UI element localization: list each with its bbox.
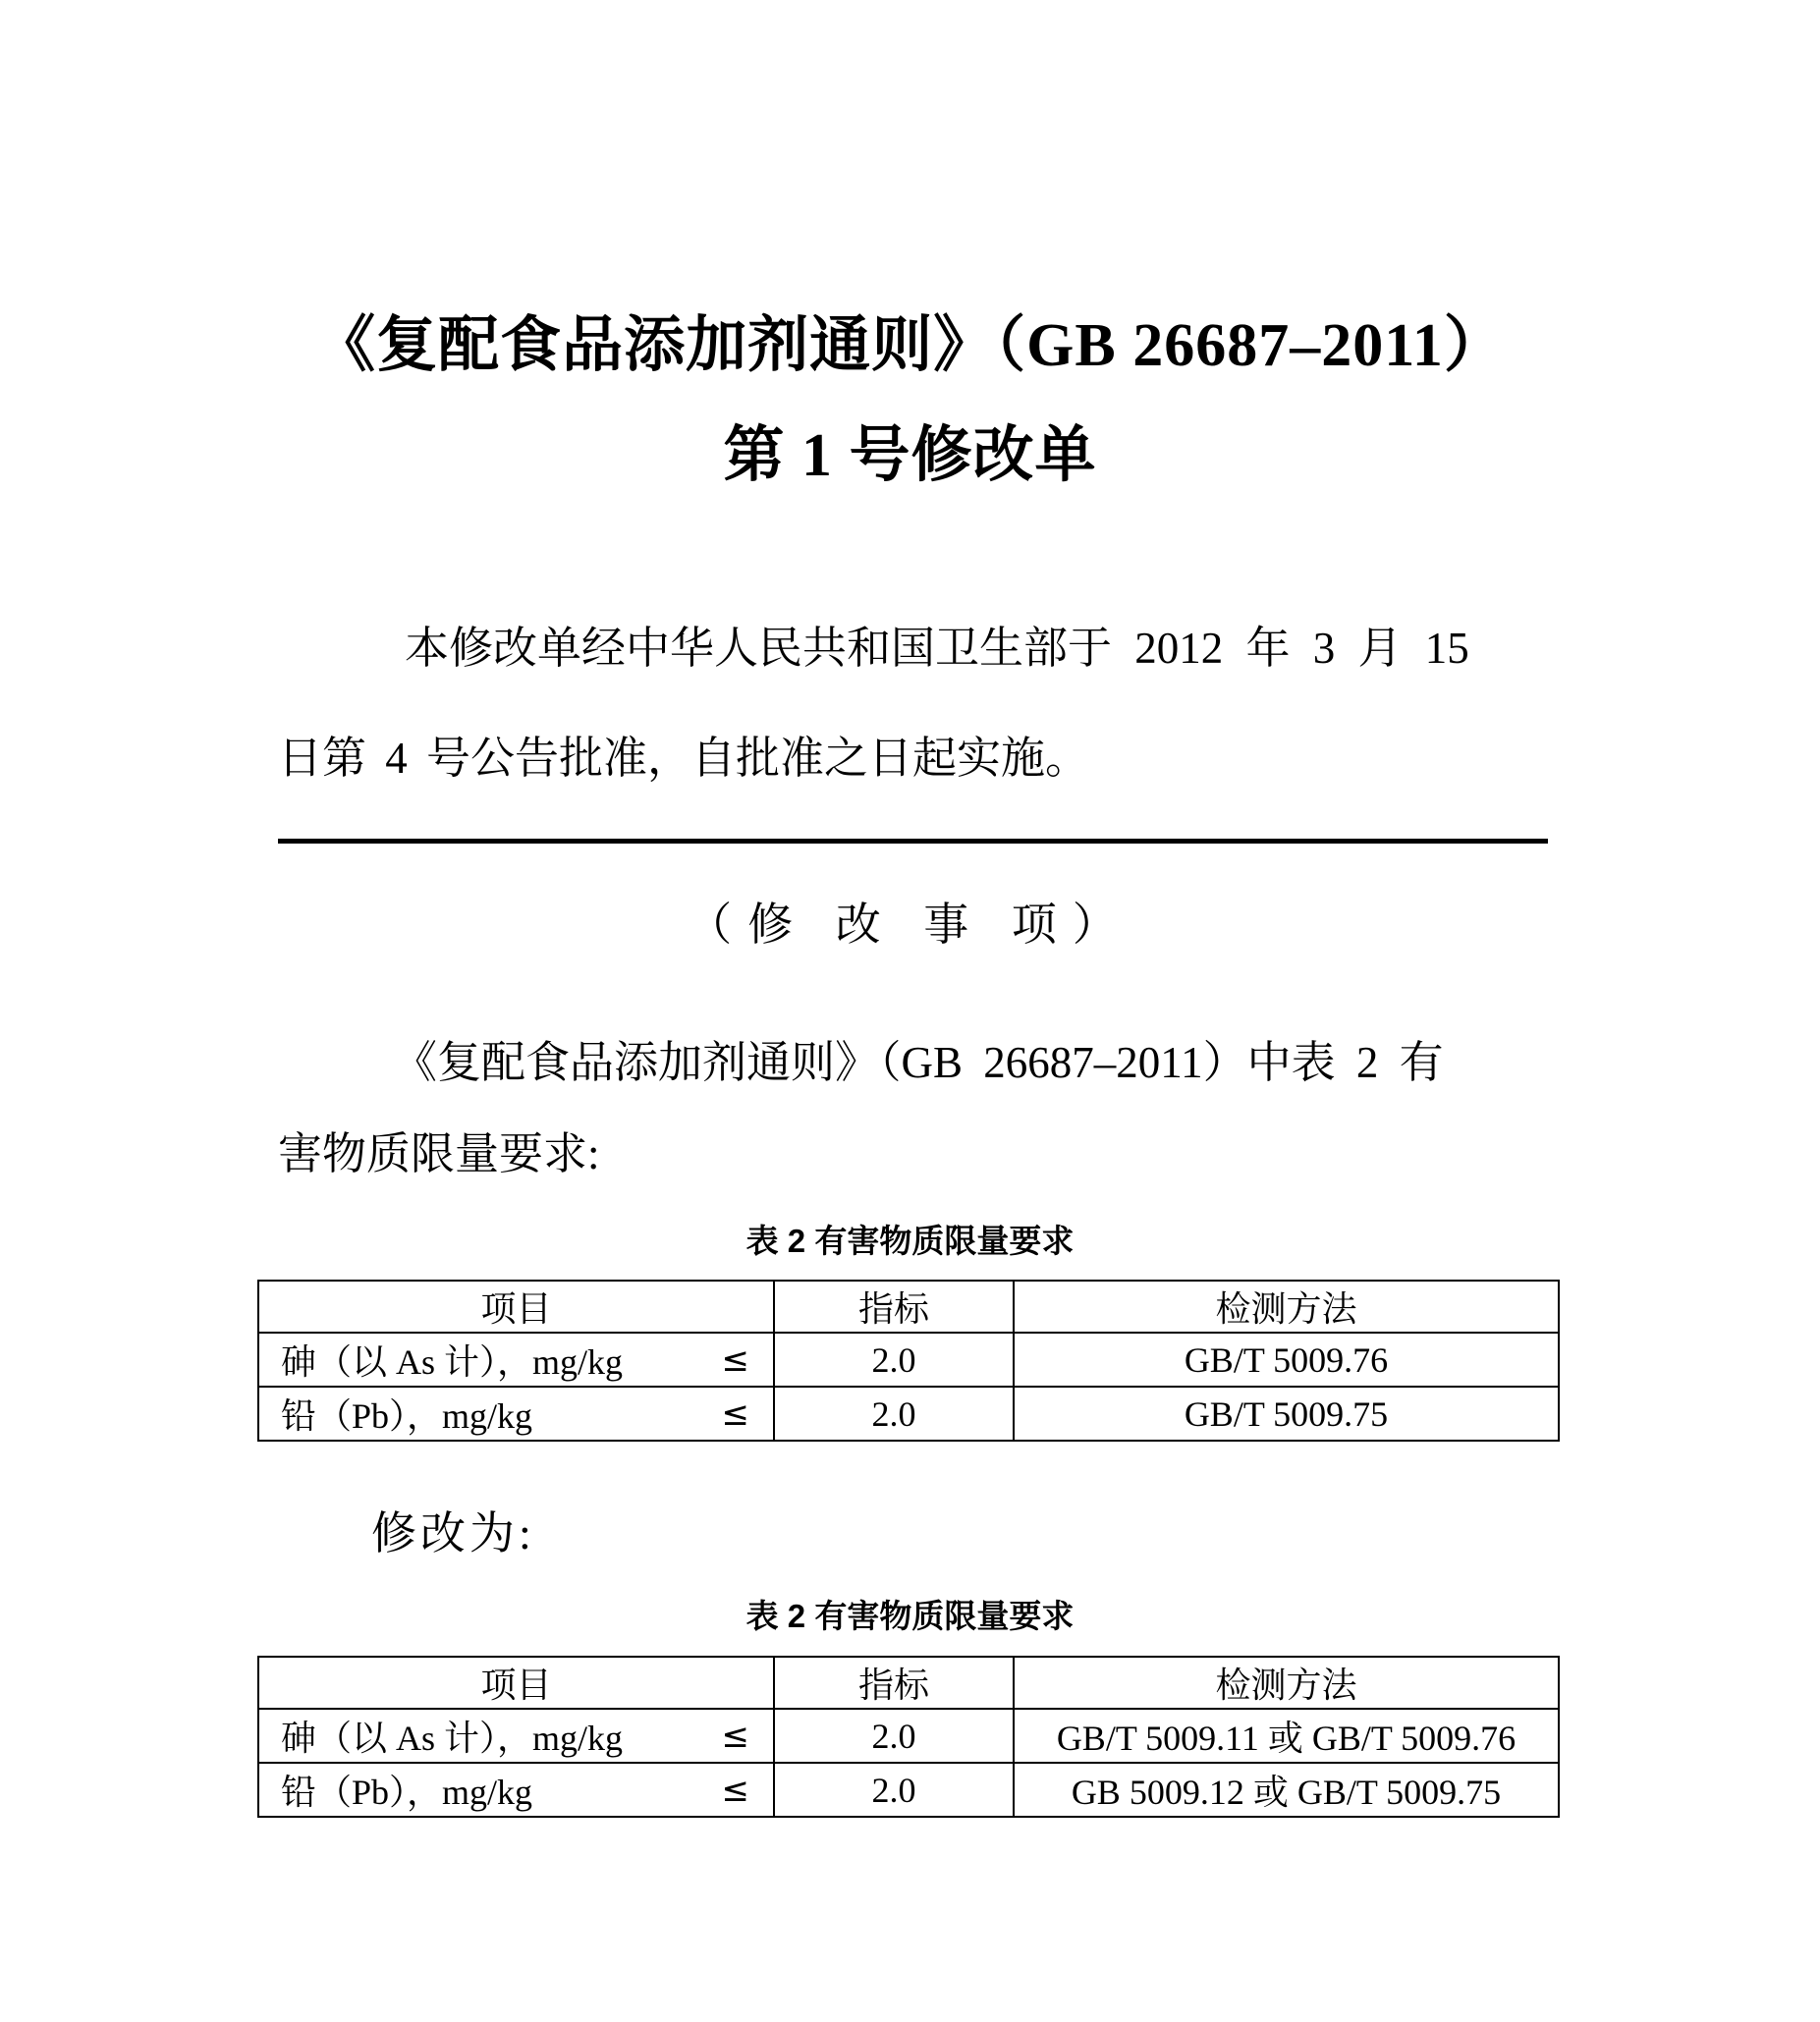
amendment-paragraph-line2: 害物质限量要求: — [278, 1129, 600, 1178]
section-heading: （修 改 事 项） — [687, 900, 1133, 950]
table-row — [258, 1763, 1559, 1817]
limit-cell: 2.0 — [774, 1333, 1014, 1387]
less-equal-symbol: ≤ — [721, 1394, 749, 1434]
column-header-limit: 指标 — [774, 1281, 1014, 1333]
revised-table-caption: 表 2 有害物质限量要求 — [745, 1598, 1075, 1634]
original-limits-table-wrap — [257, 1280, 1558, 1442]
item-label: 铅（Pb），mg/kg — [281, 1396, 533, 1436]
document-title-line1: 《复配食品添加剂通则》（GB 26687–2011） — [314, 312, 1506, 379]
item-label: 铅（Pb），mg/kg — [281, 1773, 533, 1812]
limit-cell: 2.0 — [774, 1387, 1014, 1441]
less-equal-symbol: ≤ — [721, 1716, 749, 1756]
approval-paragraph-line2: 日第 4 号公告批准，自批准之日起实施。 — [278, 734, 1090, 783]
horizontal-rule — [278, 839, 1548, 844]
table-row — [258, 1709, 1559, 1763]
column-header-method: 检测方法 — [1014, 1281, 1559, 1333]
item-cell — [258, 1387, 774, 1441]
table-row — [258, 1387, 1559, 1441]
item-label: 砷（以 As 计），mg/kg — [281, 1719, 624, 1758]
limit-cell: 2.0 — [774, 1763, 1014, 1817]
column-header-item: 项目 — [258, 1657, 774, 1709]
amendment-paragraph-line1: 《复配食品添加剂通则》（GB 26687–2011）中表 2 有 — [393, 1038, 1444, 1087]
column-header-item: 项目 — [258, 1281, 774, 1333]
approval-paragraph-line1: 本修改单经中华人民共和国卫生部于 2012 年 3 月 15 — [405, 624, 1469, 673]
method-cell: GB/T 5009.11 或 GB/T 5009.76 — [1014, 1709, 1559, 1763]
item-cell — [258, 1709, 774, 1763]
method-cell: GB 5009.12 或 GB/T 5009.75 — [1014, 1763, 1559, 1817]
revised-limits-table-wrap — [257, 1656, 1558, 1818]
amend-label: 修改为: — [371, 1508, 535, 1558]
method-cell: GB/T 5009.75 — [1014, 1387, 1559, 1441]
table-header-row — [258, 1281, 1559, 1333]
table-header-row — [258, 1657, 1559, 1709]
document-title-line2: 第 1 号修改单 — [723, 422, 1097, 489]
table-row — [258, 1333, 1559, 1387]
less-equal-symbol: ≤ — [721, 1339, 749, 1380]
column-header-method: 检测方法 — [1014, 1657, 1559, 1709]
limit-cell: 2.0 — [774, 1709, 1014, 1763]
less-equal-symbol: ≤ — [721, 1770, 749, 1810]
method-cell: GB/T 5009.76 — [1014, 1333, 1559, 1387]
original-table-caption: 表 2 有害物质限量要求 — [745, 1223, 1075, 1259]
item-label: 砷（以 As 计），mg/kg — [281, 1342, 624, 1382]
item-cell — [258, 1763, 774, 1817]
column-header-limit: 指标 — [774, 1657, 1014, 1709]
item-cell — [258, 1333, 774, 1387]
original-limits-table — [257, 1280, 1560, 1442]
revised-limits-table — [257, 1656, 1560, 1818]
